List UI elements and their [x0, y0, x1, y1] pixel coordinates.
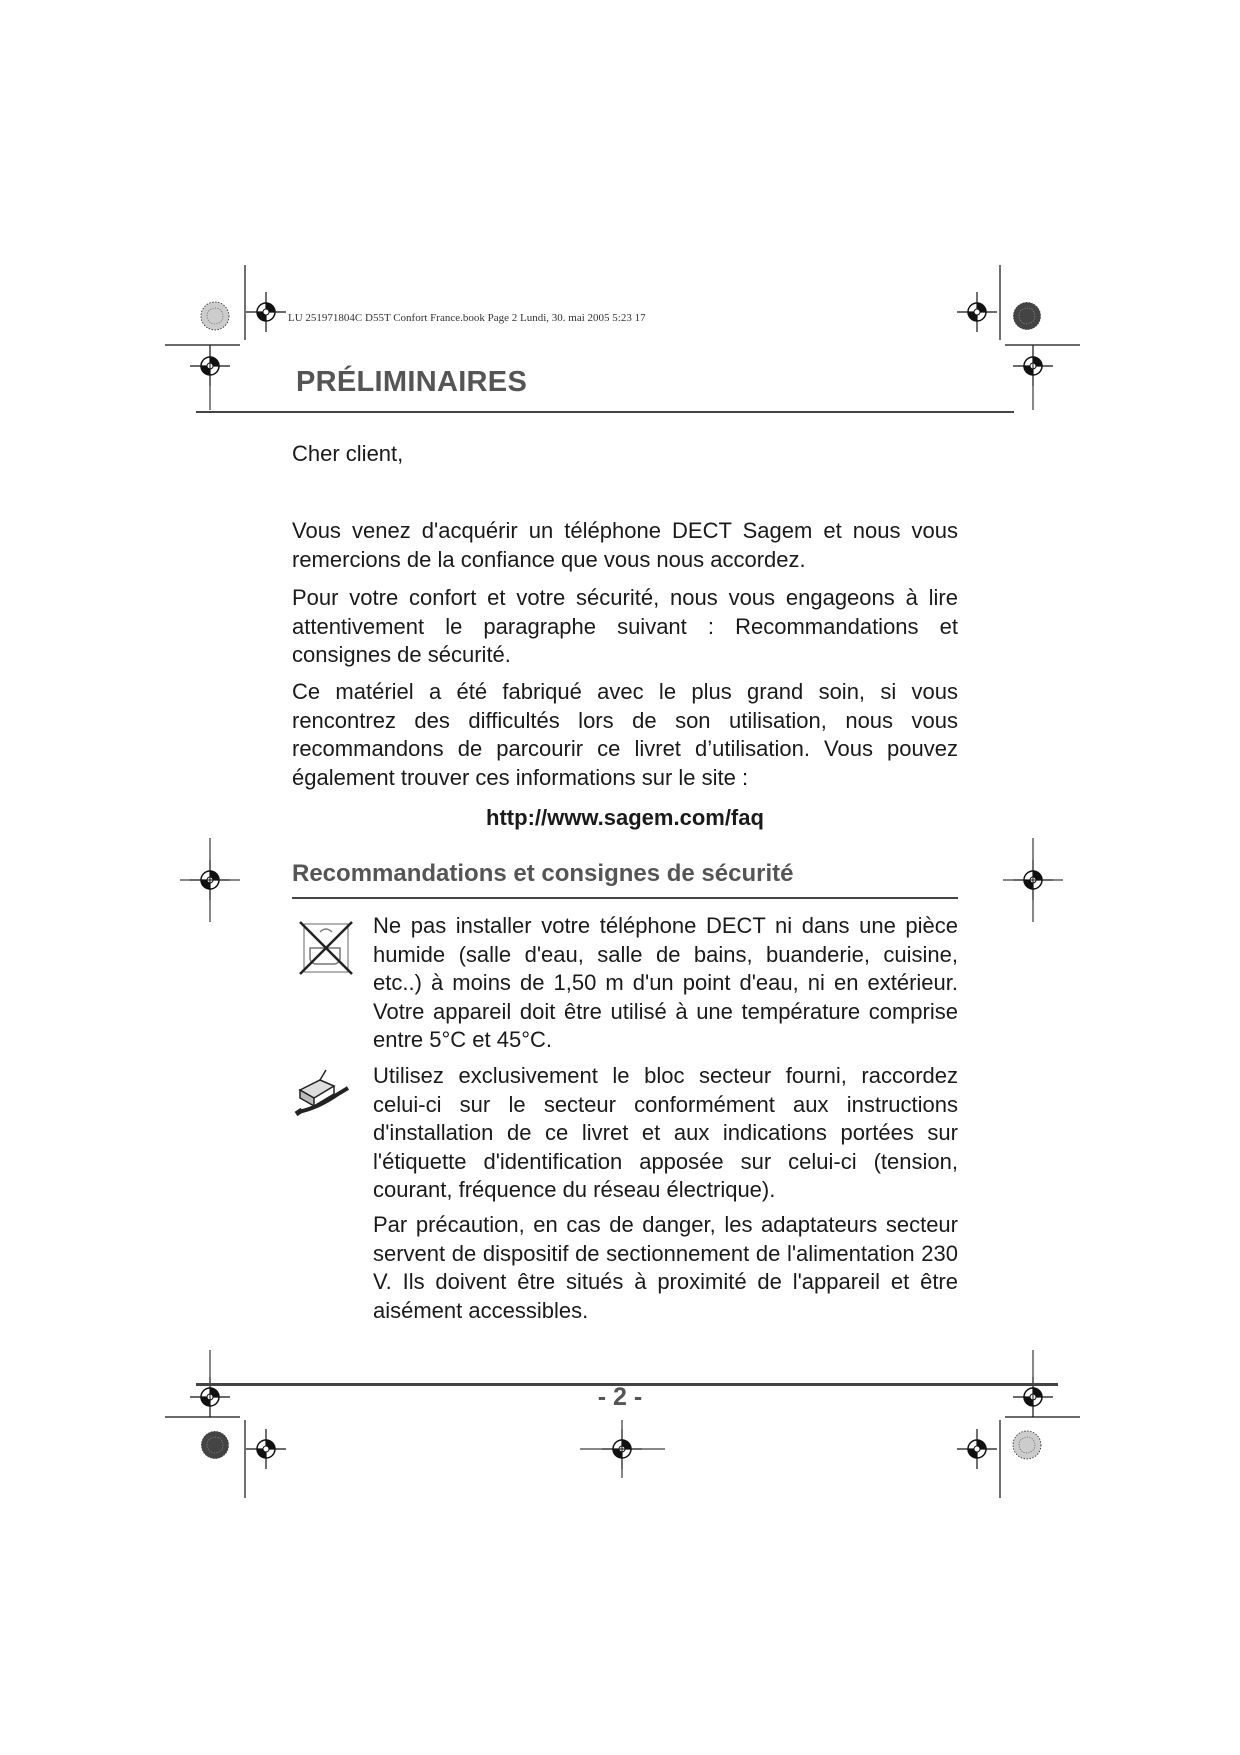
power-adapter-icon: [290, 1064, 360, 1124]
title-divider: [196, 411, 1014, 413]
safety-section-title: Recommandations et consignes de sécurité: [292, 860, 794, 887]
safety-item: Par précaution, en cas de danger, les adaptateurs secteur servent de dispositif de sectionnement de l'alimentation 230 V. Ils doivent être situés à proximité de l'appareil et être aisément accessibles.: [373, 1212, 958, 1323]
greeting: Cher client,: [292, 441, 404, 466]
no-bathroom-icon: [296, 918, 356, 978]
page-title: PRÉLIMINAIRES: [296, 366, 528, 398]
intro-paragraph: Pour votre confort et votre sécurité, nous vous engageons à lire attentivement le paragraphe suivant : Recommandations et consignes de sécurité.: [292, 585, 958, 667]
safety-divider: [292, 897, 958, 899]
safety-item: Utilisez exclusivement le bloc secteur fourni, raccordez celui-ci sur le secteur conformément aux instructions d'installation de ce livret et aux indications portées sur l'étiquette d'identification apposée sur celui-ci (tension, courant, fréquence du réseau électrique).: [373, 1063, 958, 1202]
intro-paragraph: Ce matériel a été fabriqué avec le plus grand soin, si vous rencontrez des difficultés lors de son utilisation, nous vous recommandons de parcourir ce livret d’utilisation. Vous pouvez également trouver ces informations sur le site :: [292, 679, 958, 790]
intro-paragraph: Vous venez d'acquérir un téléphone DECT Sagem et nous vous remercions de la confiance que vous nous accordez.: [292, 518, 958, 572]
page-number: - 2 -: [597, 1383, 643, 1411]
faq-link[interactable]: http://www.sagem.com/faq: [486, 805, 764, 830]
safety-item: Ne pas installer votre téléphone DECT ni dans une pièce humide (salle d'eau, salle de bains, buanderie, cuisine, etc..) à moins de 1,50 m d'un point d'eau, ni en extérieur. Votre appareil doit être utilisé à une température comprise entre 5°C et 45°C.: [373, 913, 958, 1052]
print-header: LU 251971804C D55T Confort France.book Page 2 Lundi, 30. mai 2005 5:23 17: [288, 312, 646, 324]
